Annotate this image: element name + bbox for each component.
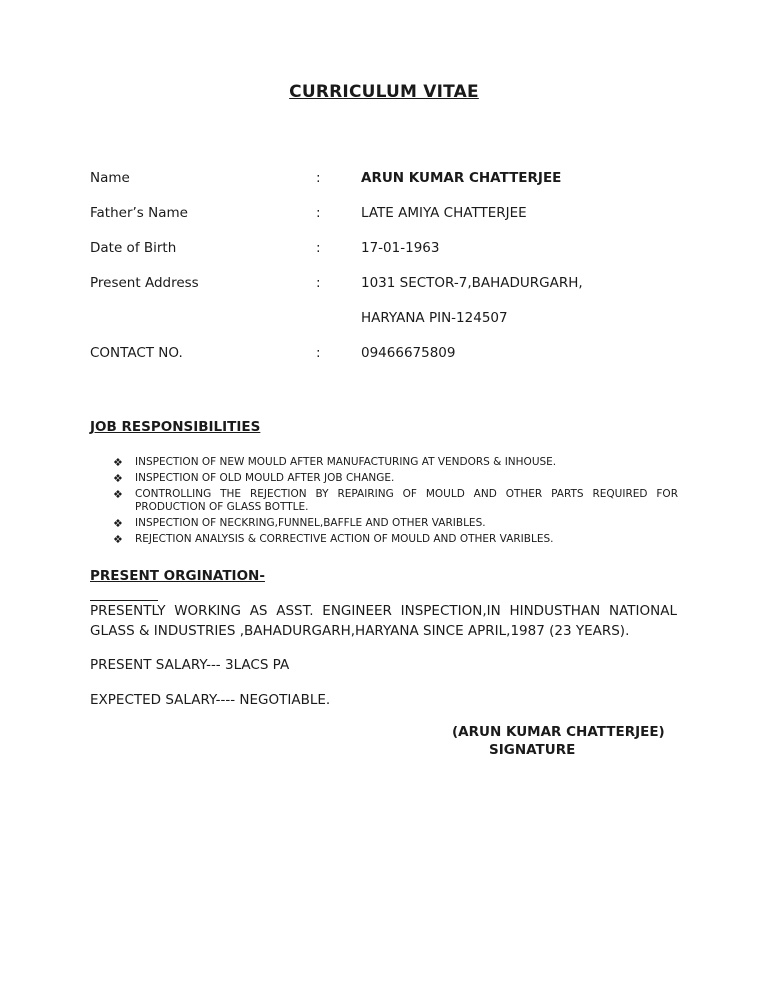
info-label: Date of Birth	[90, 240, 177, 256]
list-item	[113, 488, 678, 514]
list-item-text: INSPECTION OF NEW MOULD AFTER MANUFACTURING AT VENDORS & INHOUSE.	[135, 456, 557, 468]
info-value: HARYANA PIN-124507	[361, 310, 508, 326]
present-organisation-text: PRESENTLY WORKING AS ASST. ENGINEER INSPECTION,IN HINDUSTHAN NATIONAL GLASS & INDUSTRIES ,BAHADURGARH,HARYANA SINCE APRIL,1987 (23 YEARS).	[90, 603, 677, 639]
list-item	[113, 517, 678, 530]
info-colon: :	[316, 345, 321, 361]
present-organisation-heading: PRESENT ORGINATION-	[90, 568, 265, 584]
info-label: Father’s Name	[90, 205, 188, 221]
list-item-text: INSPECTION OF NECKRING,FUNNEL,BAFFLE AND OTHER VARIBLES.	[135, 517, 486, 529]
info-colon: :	[316, 205, 321, 221]
document-title: CURRICULUM VITAE	[289, 82, 479, 102]
list-item-text: INSPECTION OF OLD MOULD AFTER JOB CHANGE.	[135, 472, 395, 484]
list-item-text: REJECTION ANALYSIS & CORRECTIVE ACTION OF MOULD AND OTHER VARIBLES.	[135, 533, 554, 545]
diamond-bullet-icon: ❖	[113, 488, 123, 501]
diamond-bullet-icon: ❖	[113, 533, 123, 546]
list-item	[113, 456, 678, 469]
info-colon: :	[316, 275, 321, 291]
signature-label: SIGNATURE	[489, 742, 576, 758]
info-value: 09466675809	[361, 345, 456, 361]
signature-name: (ARUN KUMAR CHATTERJEE)	[452, 724, 665, 740]
list-item	[113, 533, 678, 546]
info-value: 1031 SECTOR-7,BAHADURGARH,	[361, 275, 583, 291]
list-item-text: CONTROLLING THE REJECTION BY REPAIRING OF MOULD AND OTHER PARTS REQUIRED FOR PRODUCTION OF GLASS BOTTLE.	[135, 488, 678, 513]
personal-info	[90, 168, 690, 378]
diamond-bullet-icon: ❖	[113, 456, 123, 469]
info-row-fathers-name	[90, 203, 690, 238]
info-label: Present Address	[90, 275, 199, 291]
info-colon: :	[316, 240, 321, 256]
list-item	[113, 472, 678, 485]
job-responsibilities-list	[113, 456, 678, 549]
info-value: LATE AMIYA CHATTERJEE	[361, 205, 527, 221]
info-row-contact-no	[90, 343, 690, 378]
diamond-bullet-icon: ❖	[113, 472, 123, 485]
info-row-address-line-2	[90, 308, 690, 343]
diamond-bullet-icon: ❖	[113, 517, 123, 530]
job-responsibilities-heading: JOB RESPONSIBILITIES	[90, 419, 261, 435]
expected-salary: EXPECTED SALARY---- NEGOTIABLE.	[90, 692, 331, 708]
info-value: 17-01-1963	[361, 240, 440, 256]
present-salary: PRESENT SALARY--- 3LACS PA	[90, 657, 290, 673]
info-row-name	[90, 168, 690, 203]
info-label: Name	[90, 170, 130, 186]
info-colon: :	[316, 170, 321, 186]
info-label: CONTACT NO.	[90, 345, 183, 361]
info-row-date-of-birth	[90, 238, 690, 273]
info-row-present-address	[90, 273, 690, 308]
info-value: ARUN KUMAR CHATTERJEE	[361, 170, 562, 186]
